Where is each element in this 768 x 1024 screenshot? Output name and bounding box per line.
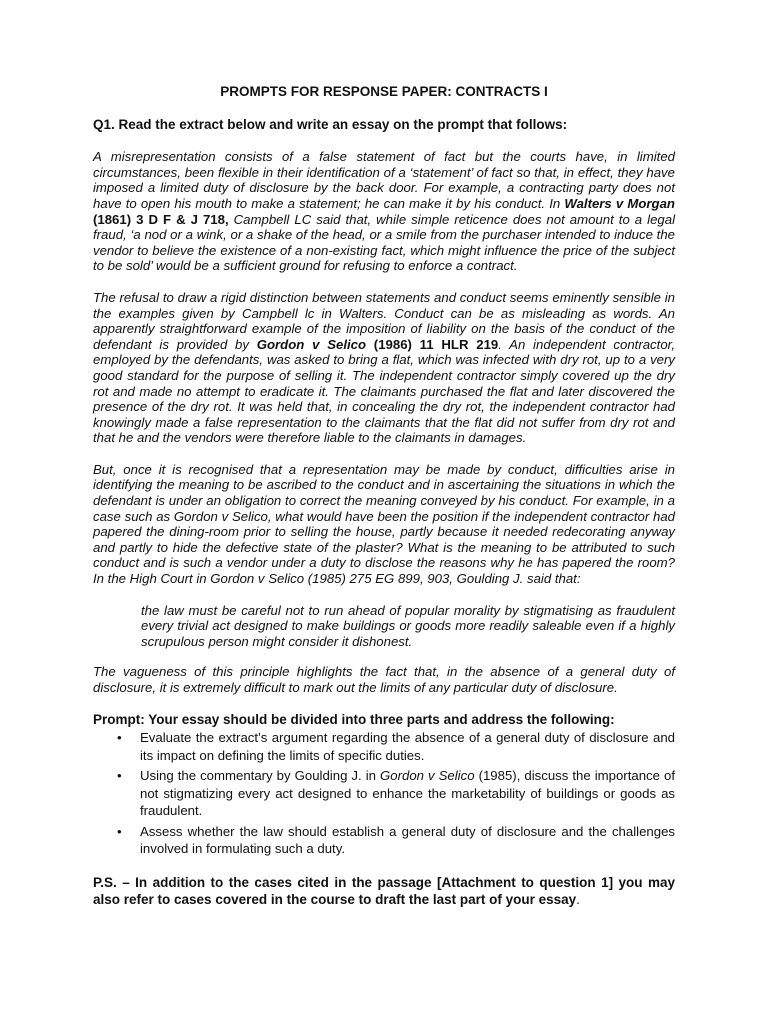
- prompt-bullet-3: [93, 823, 675, 858]
- bullet-2-case: Gordon v Selico: [380, 768, 475, 784]
- bullet-2-text-b: (1985), discuss the importance of not stigmatizing every act designed to enhance the marketability of buildings or goods as fraudulent.: [140, 768, 675, 819]
- bullet-3-text: Assess whether the law should establish a general duty of disclosure and the challenges involved in formulating such a duty.: [140, 823, 675, 857]
- prompt-bullet-2: [93, 767, 675, 820]
- document-title: PROMPTS FOR RESPONSE PAPER: CONTRACTS I: [220, 84, 548, 99]
- extract-paragraph-4: The vagueness of this principle highlights the fact that, in the absence of a general duty of disclosure, it is extremely difficult to mark out the limits of any particular duty of disclosure.: [93, 664, 675, 695]
- citation-gordon: (1986) 11 HLR 219: [366, 336, 499, 352]
- case-walters-v-morgan: Walters v Morgan: [564, 195, 675, 211]
- prompt-bullet-list: [93, 729, 675, 858]
- para1-text-a: A misrepresentation consists of a false statement of fact but the courts have, in limited circumstances, been flexible in their identification of a ‘statement’ of fact so that, in effect, they have imposed a limited duty of disclosure by the back door. For example, a contracting party does not have to open his mouth to make a statement; he can make it by his conduct. In: [93, 149, 675, 211]
- bullet-glyph: •: [117, 768, 122, 784]
- para2-text-a: The refusal to draw a rigid distinction between statements and conduct seems eminently sensible in the examples given by Campbell lc in Walters. Conduct can be as misleading as words. An apparently straightforward example of the imposition of liability on the basis of the conduct of the defendant is provided by: [93, 289, 675, 352]
- prompt-bullet-1: [93, 729, 675, 764]
- bullet-glyph: •: [117, 730, 122, 746]
- extract-paragraph-3: But, once it is recognised that a representation may be made by conduct, difficulties arise in identifying the meaning to be ascribed to the conduct and in ascertaining the situations in which the defendant is under an obligation to correct the meaning conveyed by his conduct. For example, in a case such as Gordon v Selico, what would have been the position if the independent contractor had papered the dining-room prior to selling the house, partly because it needed redecorating anyway and partly to hide the defective state of the plaster? What is the meaning to be attributed to such conduct and is such a vendor under a duty to disclose the reasons why he has papered the room? In the High Court in Gordon v Selico (1985) 275 EG 899, 903, Goulding J. said that:: [93, 461, 675, 587]
- bullet-1-text: Evaluate the extract’s argument regarding the absence of a general duty of disclosure and its impact on defining the limits of specific duties.: [140, 730, 675, 763]
- citation-walters: (1861) 3 D F & J 718,: [93, 211, 229, 227]
- postscript-text: P.S. – In addition to the cases cited in the passage [Attachment to question 1] you may also refer to cases covered in the course to draft the last part of your essay: [93, 874, 675, 907]
- question-heading: Q1. Read the extract below and write an essay on the prompt that follows:: [93, 116, 568, 132]
- prompt-heading: Prompt: Your essay should be divided into three parts and address the following:: [93, 711, 615, 727]
- case-gordon-v-selico: Gordon v Selico: [256, 336, 367, 352]
- bullet-2-text-a: Using the commentary by Goulding J. in: [140, 768, 380, 784]
- postscript: [93, 874, 675, 908]
- extract-paragraph-2: [93, 290, 675, 446]
- goulding-quote: the law must be careful not to run ahead of popular morality by stigmatising as fraudulent every trivial act designed to make buildings or goods more readily saleable even if a highly scrupulous person might consider it dishonest.: [141, 602, 675, 649]
- para2-text-b: . An independent contractor, employed by the defendants, was asked to bring a flat, which was infected with dry rot, up to a very good standard for the purpose of selling it. The independent contractor simply covered up the dry rot and made no attempt to eradicate it. The claimants purchased the flat and later discovered the presence of the dry rot. It was held that, in concealing the dry rot, the independent contractor had knowingly made a false representation to the claimants that the flat did not suffer from dry rot and that he and the vendors were therefore liable to the claimants in damages.: [93, 336, 675, 446]
- bullet-glyph: •: [117, 823, 122, 839]
- extract-paragraph-1: [93, 149, 675, 274]
- para1-text-b: Campbell LC said that, while simple reticence does not amount to a legal fraud, ‘a nod or a wink, or a shake of the head, or a smile from the purchaser intended to induce the vendor to believe the existence of a non-existing fact, which might influence the price of the subject to be sold’ would be a sufficient ground for refusing to enforce a contract.: [93, 211, 675, 274]
- postscript-end: .: [576, 891, 580, 907]
- document-page: [93, 84, 675, 908]
